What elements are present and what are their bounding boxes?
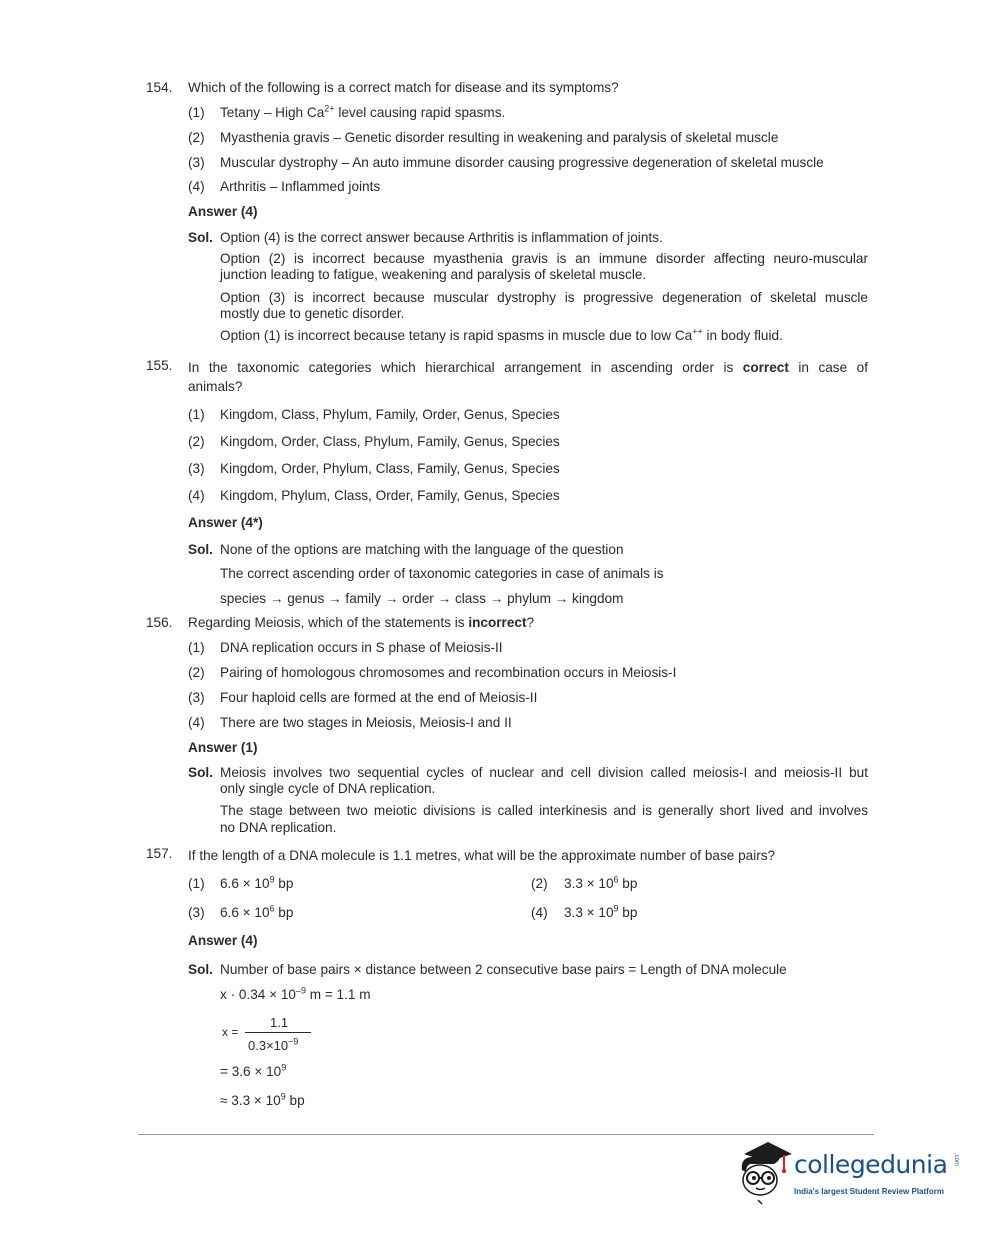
answer: Answer (4) [188,933,258,948]
solution-line: The stage between two meiotic divisions is called interkinesis and is generally short lived and involves [220,803,868,818]
option-text: Kingdom, Phylum, Class, Order, Family, Genus, Species [220,488,560,503]
option-text: Arthritis – Inflammed joints [220,179,381,194]
question-number: 154. [146,80,173,95]
option-label: (3) [188,461,205,476]
option-text: Pairing of homologous chromosomes and recombination occurs in Meiosis-I [220,665,677,680]
equation-line: ≈ $3.3 \times 10^9$ bp [220,1091,305,1108]
fraction-numerator: 1.1 [270,1015,289,1030]
option-text: There are two stages in Meiosis, Meiosis-I and II [220,715,512,730]
solution-line: Option (3) is incorrect because muscular dystrophy is progressive degeneration of skeletal muscle [220,290,868,305]
question-text: If the length of a DNA molecule is 1.1 metres, what will be the approximate number of base pairs? [188,848,776,863]
brand-suffix: .com [953,1153,959,1167]
option-label: (4) [188,179,205,194]
brand-name: collegedunia [794,1150,948,1179]
solution-line: The correct ascending order of taxonomic categories in case of animals is [220,566,664,581]
solution-line: Option (2) is incorrect because myasthenia gravis is an immune disorder affecting neuro-muscular [220,251,868,266]
option-text: DNA replication occurs in S phase of Meiosis-II [220,640,503,655]
question-text: Regarding Meiosis, which of the statements is incorrect? [188,615,535,630]
sol-label: Sol. [188,542,213,557]
answer: Answer (4) [188,204,258,219]
question-text: In the taxonomic categories which hierarchical arrangement in ascending order is correct in case of [188,360,868,375]
question-text-line2: animals? [188,379,243,394]
option-label: (1) [188,407,205,422]
brand-tagline: India's largest Student Review Platform [794,1187,944,1196]
solution-line: species → genus → family → order → class → phylum → kingdom [220,591,624,606]
solution-line: Number of base pairs × distance between 2 consecutive base pairs = Length of DNA molecule [220,962,787,977]
option-label: (2) [188,665,205,680]
question-number: 155. [146,358,173,373]
option-label: (2) [188,434,205,449]
solution-line: no DNA replication. [220,820,337,835]
fraction-denominator: $0.3\times 10^{-9}$ [248,1036,299,1053]
option-label: (1) [188,640,205,655]
sol-label: Sol. [188,962,213,977]
sol-label: Sol. [188,765,213,780]
solution-line: Option (1) is incorrect because tetany is rapid spasms in muscle due to low Ca++ in body fluid. [220,326,783,343]
option-text: $3.3 \times 10^9$ bp [564,903,638,920]
option-text: Kingdom, Order, Class, Phylum, Family, Genus, Species [220,434,560,449]
question-number: 156. [146,615,173,630]
option-label: (1) [188,876,205,891]
option-text: Myasthenia gravis – Genetic disorder resulting in weakening and paralysis of skeletal muscle [220,130,779,145]
footer-divider [138,1134,874,1135]
option-label: (4) [531,905,548,920]
solution-line: mostly due to genetic disorder. [220,306,405,321]
question-number: 157. [146,846,173,861]
option-text: Kingdom, Order, Phylum, Class, Family, Genus, Species [220,461,560,476]
option-text: Four haploid cells are formed at the end of Meiosis-II [220,690,538,705]
fraction-bar [245,1032,311,1033]
solution-line: Meiosis involves two sequential cycles of nuclear and cell division called meiosis-I and meiosis-II but [220,765,868,780]
option-text: $3.3 \times 10^6$ bp [564,874,638,891]
solution-line: only single cycle of DNA replication. [220,781,436,796]
fraction-lhs: x = [222,1025,239,1039]
option-label: (3) [188,905,205,920]
question-text: Which of the following is a correct match for disease and its symptoms? [188,80,619,95]
option-text: $6.6 \times 10^6$ bp [220,903,294,920]
student-mascot-icon [738,1140,794,1206]
solution-line: junction leading to fatigue, weakening and paralysis of skeletal muscle. [220,267,647,282]
option-label: (4) [188,488,205,503]
option-text: Tetany – High $Ca^{2+}$ level causing rapid spasms. [220,103,506,120]
answer: Answer (1) [188,740,258,755]
option-text: $6.6 \times 10^9$ bp [220,874,294,891]
equation-line: $x \cdot 0.34 \times 10^{-9}$ m = 1.1 m [220,985,371,1002]
sol-label: Sol. [188,230,213,245]
option-label: (2) [188,130,205,145]
solution-line: None of the options are matching with the language of the question [220,542,624,557]
answer: Answer (4*) [188,515,263,530]
option-label: (3) [188,155,205,170]
solution-line: Option (4) is the correct answer because Arthritis is inflammation of joints. [220,230,663,245]
equation-line: = $3.6 \times 10^9$ [220,1062,287,1079]
option-text: Kingdom, Class, Phylum, Family, Order, Genus, Species [220,407,560,422]
option-label: (3) [188,690,205,705]
option-label: (1) [188,105,205,120]
option-label: (4) [188,715,205,730]
option-text: Muscular dystrophy – An auto immune disorder causing progressive degeneration of skeletal muscle [220,155,824,170]
option-label: (2) [531,876,548,891]
collegedunia-logo[interactable] [738,1140,963,1206]
